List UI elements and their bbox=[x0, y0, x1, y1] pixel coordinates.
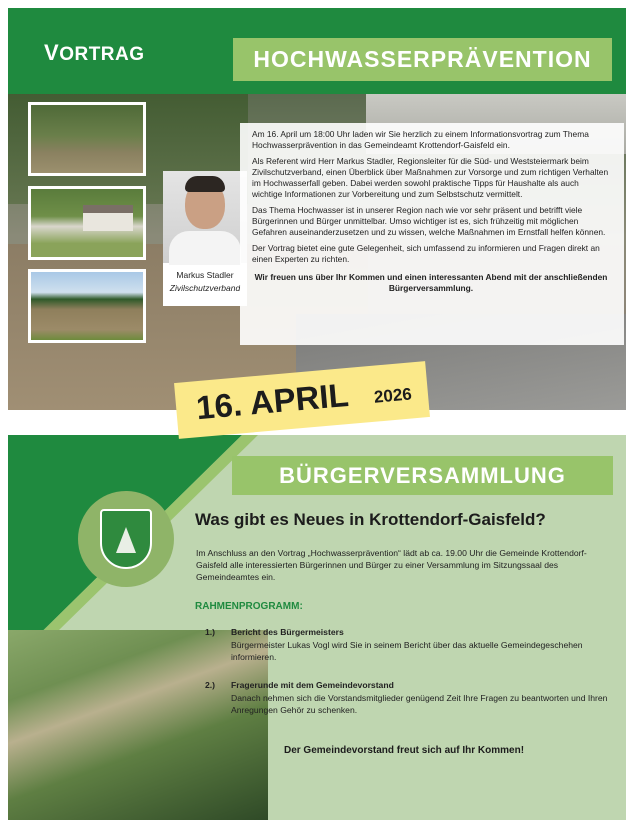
program-item-number: 1.) bbox=[205, 627, 216, 637]
aerial-photo bbox=[8, 630, 268, 820]
lecture-label bbox=[44, 40, 145, 66]
assembly-title-box bbox=[232, 456, 613, 495]
program-heading: RAHMENPROGRAMM: bbox=[195, 601, 303, 612]
speaker-organisation: Zivilschutzverband bbox=[169, 283, 241, 293]
lecture-paragraph: Das Thema Hochwasser ist in unserer Region nach wie vor sehr präsent und betrifft viele Bürgerinnen und Bürger unmittelbar. Umso wichtiger ist es, sich frühzeitig mit möglichen Gefahren auseinanderzusetzen und zu wissen, welche Maßnahmen im Ernstfall helfen können. bbox=[252, 205, 606, 237]
date-day: 16. APRIL bbox=[194, 375, 351, 427]
speaker-name: Markus Stadler bbox=[176, 270, 234, 280]
program-item-text: Danach nehmen sich die Vorstandsmitglieder genügend Zeit Ihre Fragen zu beantworten und Ihren Anregungen Gehör zu schenken. bbox=[231, 693, 608, 715]
lecture-label-initial: V bbox=[44, 40, 60, 65]
lecture-paragraph: Am 16. April um 18:00 Uhr laden wir Sie herzlich zu einem Informationsvortrag zum Thema Hochwasserprävention in das Gemeindeamt Krottendorf-Gaisfeld ein. bbox=[252, 129, 589, 150]
lecture-paragraph: Der Vortrag bietet eine gute Gelegenheit, sich umfassend zu informieren und Fragen direkt an einen Experten zu richten. bbox=[252, 243, 600, 264]
shield-tree-icon bbox=[116, 527, 136, 553]
program-item-title: Fragerunde mit dem Gemeindevorstand bbox=[231, 680, 394, 690]
lecture-header-bar bbox=[8, 8, 626, 94]
portrait-hair bbox=[185, 176, 225, 192]
lecture-paragraph: Als Referent wird Herr Markus Stadler, Regionsleiter für die Süd- und Weststeiermark beim Zivilschutzverband, einen Überblick über Maßnahmen zur Vorsorge und zum richtigen Verhalten im Hochwasserfall geben. Dabei werden sowohl praktische Tipps für Haushalte als auch wichtige Informationen zur Vorbereitung und zum Selbstschutz vermittelt. bbox=[252, 156, 609, 199]
flood-photo-3 bbox=[28, 269, 146, 343]
speaker-portrait bbox=[163, 171, 247, 306]
portrait-shirt bbox=[169, 231, 241, 265]
lecture-closing: Wir freuen uns über Ihr Kommen und einen interessanten Abend mit der anschließenden Bürgerversammlung. bbox=[254, 272, 608, 293]
program-item-number: 2.) bbox=[205, 680, 216, 690]
portrait-photo bbox=[163, 171, 247, 263]
program-item-title: Bericht des Bürgermeisters bbox=[231, 627, 344, 637]
assembly-section bbox=[8, 435, 626, 820]
lecture-title: HOCHWASSERPRÄVENTION bbox=[253, 46, 592, 72]
program-item-text: Bürgermeister Lukas Vogl wird Sie in seinem Bericht über das aktuelle Gemeindegeschehen informieren. bbox=[231, 640, 583, 662]
lecture-section bbox=[8, 8, 626, 410]
assembly-closing: Der Gemeindevorstand freut sich auf Ihr Kommen! bbox=[283, 745, 525, 756]
coat-of-arms-shield bbox=[100, 509, 152, 569]
assembly-intro: Im Anschluss an den Vortrag „Hochwasserprävention“ lädt ab ca. 19.00 Uhr die Gemeinde Krottendorf-Gaisfeld alle interessierten Bürgerinnen und Bürger zu einer Versammlung im Sitzungssaal des Gemeindeamtes ein. bbox=[196, 548, 587, 582]
coat-of-arms-badge bbox=[78, 491, 174, 587]
house-shape bbox=[83, 205, 133, 231]
lecture-text-box bbox=[240, 123, 624, 345]
assembly-subtitle: Was gibt es Neues in Krottendorf-Gaisfeld? bbox=[195, 510, 546, 529]
flood-photo-2 bbox=[28, 186, 146, 260]
assembly-title: BÜRGERVERSAMMLUNG bbox=[279, 463, 566, 488]
date-year: 2026 bbox=[373, 384, 413, 407]
lecture-title-box bbox=[233, 38, 612, 81]
flood-photo-1 bbox=[28, 102, 146, 176]
lecture-label-rest: ORTRAG bbox=[59, 44, 145, 65]
